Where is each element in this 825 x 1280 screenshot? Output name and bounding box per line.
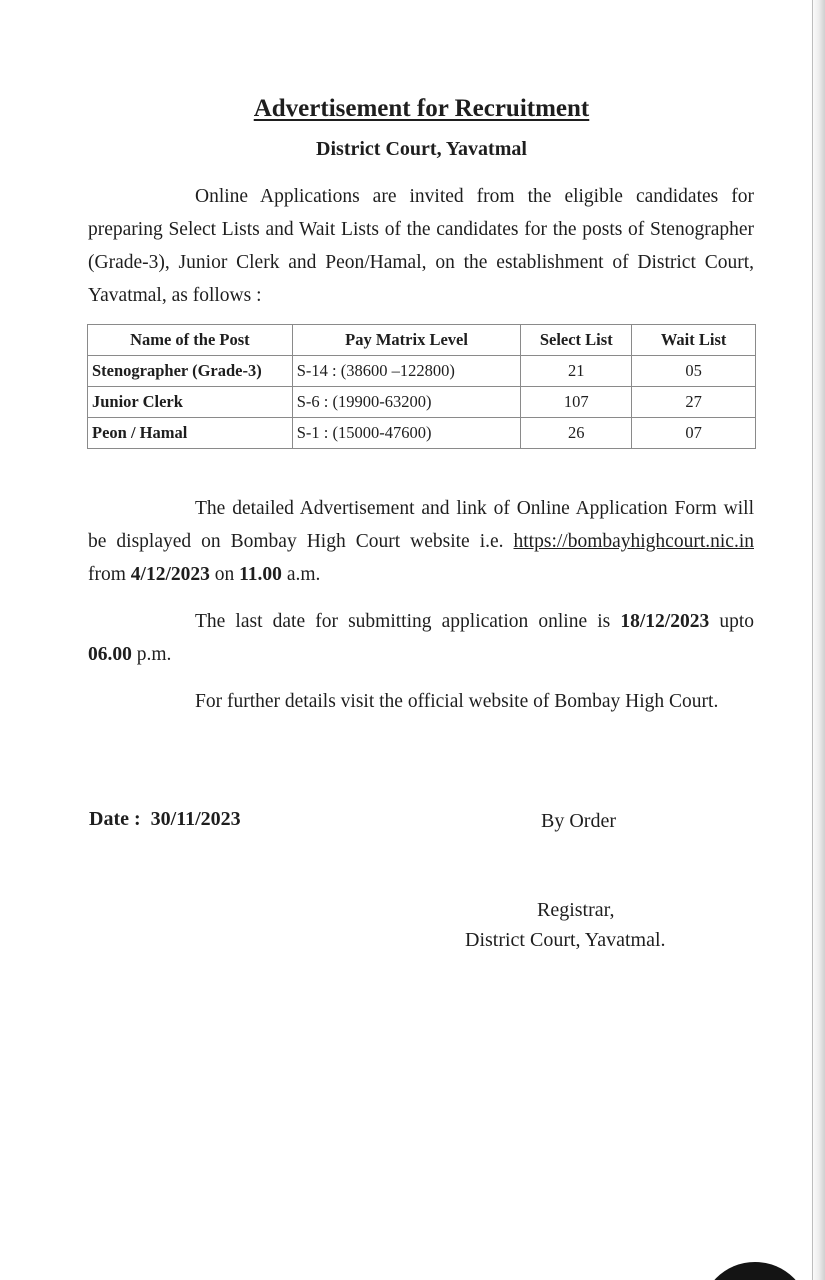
publish-date: 4/12/2023 (130, 564, 210, 585)
table-header-cell: Wait List (632, 325, 756, 356)
wait-list-cell: 07 (632, 418, 756, 449)
table-row (88, 356, 756, 387)
registrar-title: Registrar, (537, 899, 615, 921)
detail-paragraph (88, 492, 754, 591)
table-header-cell: Name of the Post (88, 325, 293, 356)
further-text: For further details visit the official website of Bombay High Court. (195, 691, 719, 712)
wait-list-cell: 27 (632, 387, 756, 418)
publish-time: 11.00 (239, 564, 282, 585)
corner-overlay (700, 1262, 810, 1280)
select-list-cell: 26 (521, 418, 632, 449)
select-list-cell: 107 (521, 387, 632, 418)
table-row (88, 387, 756, 418)
table-row (88, 418, 756, 449)
table-header-cell: Select List (521, 325, 632, 356)
pay-level-cell: S-1 : (15000-47600) (292, 418, 521, 449)
post-name-cell: Junior Clerk (88, 387, 293, 418)
publish-time-suffix: a.m. (286, 564, 321, 585)
from-word: from (88, 564, 126, 585)
page-title: Advertisement for Recruitment (253, 95, 590, 122)
posts-table (87, 324, 756, 449)
table-header-cell: Pay Matrix Level (292, 325, 521, 356)
website-link[interactable]: https://bombayhighcourt.nic.in (513, 531, 754, 552)
last-time-value: 06.00 (88, 644, 132, 665)
pay-level-cell: S-6 : (19900-63200) (292, 387, 521, 418)
court-signature-line: District Court, Yavatmal. (465, 929, 666, 951)
last-date-value: 18/12/2023 (620, 611, 710, 632)
post-name-cell: Stenographer (Grade-3) (88, 356, 293, 387)
page-edge-shadow (811, 0, 825, 1280)
upto-word: upto (719, 611, 755, 632)
last-date-text: The last date for submitting application online is (195, 611, 611, 632)
last-date-paragraph (88, 605, 754, 671)
on-word: on (214, 564, 235, 585)
date-value: 30/11/2023 (150, 808, 241, 830)
table-header-row (88, 325, 756, 356)
detail-text: The detailed Advertisement and link of Online Application Form will be displayed on Bombay High Court website i.e. (88, 498, 754, 552)
page-subtitle: District Court, Yavatmal (316, 138, 527, 160)
post-name-cell: Peon / Hamal (88, 418, 293, 449)
intro-text: Online Applications are invited from the eligible candidates for preparing Select Lists and Wait Lists of the candidates for the posts of Stenographer (Grade-3), Junior Clerk and Peon/Hamal, on the establishment of District Court, Yavatmal, as follows : (88, 186, 754, 306)
by-order-text: By Order (541, 810, 616, 832)
last-time-suffix: p.m. (136, 644, 172, 665)
issue-date (89, 808, 241, 831)
intro-paragraph (88, 180, 754, 312)
date-label: Date : (89, 808, 141, 830)
select-list-cell: 21 (521, 356, 632, 387)
further-details-paragraph (88, 685, 754, 718)
page-edge-line (812, 0, 813, 1280)
pay-level-cell: S-14 : (38600 –122800) (292, 356, 521, 387)
wait-list-cell: 05 (632, 356, 756, 387)
